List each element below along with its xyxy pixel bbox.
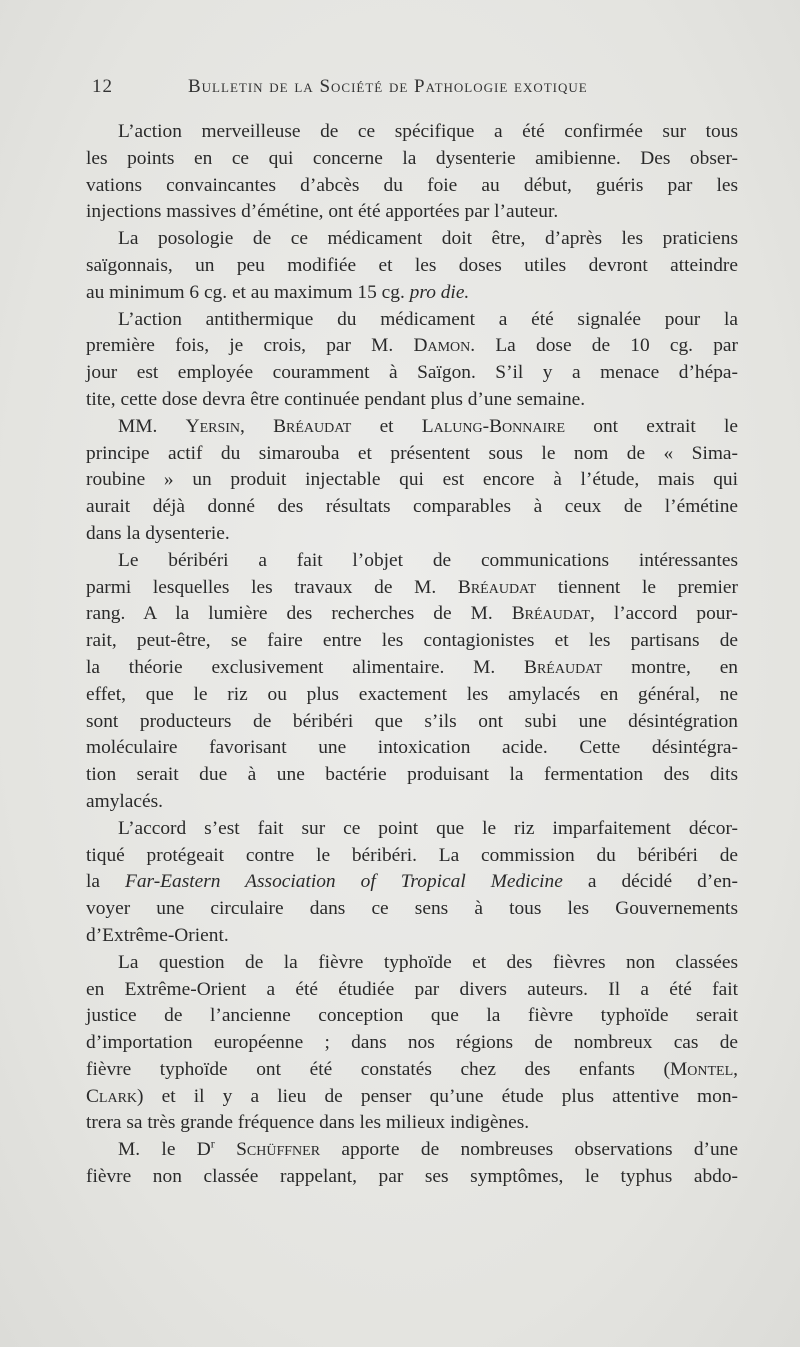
- text-line: jour est employée couramment à Saïgon. S’il y a menace d’hépa-: [86, 362, 738, 384]
- text-line: rang. A la lumière des recherches de M. Bréaudat, l’accord pour-: [86, 603, 738, 625]
- text-line: Clark) et il y a lieu de penser qu’une étude plus attentive mon-: [86, 1085, 738, 1107]
- running-title: Bulletin de la Société de Pathologie exotique: [188, 76, 588, 97]
- text-line: d’Extrême-Orient.: [86, 924, 229, 946]
- text-line: tion serait due à une bactérie produisant la fermentation des dits: [86, 764, 738, 786]
- author-name: Schüffner: [236, 1139, 321, 1161]
- author-name: Bréaudat: [524, 656, 603, 678]
- author-name: Bréaudat: [457, 576, 537, 598]
- author-name: Damon: [413, 335, 471, 357]
- text-line: d’importation européenne ; dans nos régions de nombreux cas de: [86, 1032, 738, 1054]
- text-line: M. le $D^r$ Schüffner apporte de nombreuses observations d’une: [118, 1136, 738, 1161]
- text-line: parmi lesquelles les travaux de M. Bréaudat tiennent le premier: [86, 576, 738, 598]
- text-line: L’action antithermique du médicament a été signalée pour la: [118, 308, 738, 330]
- author-name: Bréaudat: [511, 603, 590, 625]
- text-line: L’action merveilleuse de ce spécifique a été confirmée sur tous: [118, 121, 738, 142]
- body-text: [86, 119, 738, 1191]
- author-name: Lalung-Bonnaire: [421, 415, 566, 437]
- text-line: vations convaincantes d’abcès du foie au début, guéris par les: [86, 174, 738, 196]
- text-line: au minimum 6 cg. et au maximum 15 cg. pro die.: [86, 281, 470, 303]
- text-line: sont producteurs de béribéri que s’ils ont subi une désintégration: [86, 710, 738, 732]
- text-line: L’accord s’est fait sur ce point que le riz imparfaitement décor-: [118, 817, 738, 839]
- text-line: la théorie exclusivement alimentaire. M. Bréaudat montre, en: [86, 656, 738, 678]
- page-number: 12: [92, 76, 113, 97]
- text-line: fièvre typhoïde ont été constatés chez des enfants (Montel,: [86, 1058, 738, 1080]
- text-line: les points en ce qui concerne la dysenterie amibienne. Des obser-: [86, 147, 738, 169]
- text-line: fièvre non classée rappelant, par ses symptômes, le typhus abdo-: [86, 1166, 738, 1188]
- text-line: La question de la fièvre typhoïde et des fièvres non classées: [118, 951, 738, 973]
- text-line: amylacés.: [86, 790, 163, 812]
- text-line: la Far-Eastern Association of Tropical Medicine a décidé d’en-: [86, 871, 738, 893]
- text-line: tiqué protégeait contre le béribéri. La commission du béribéri de: [86, 844, 738, 866]
- italic-text: pro die.: [409, 281, 470, 303]
- author-name: Montel: [670, 1058, 734, 1080]
- text-line: Le béribéri a fait l’objet de communications intéressantes: [118, 549, 738, 571]
- text-line: principe actif du simarouba et présentent sous le nom de « Sima-: [86, 442, 738, 464]
- text-line: trera sa très grande fréquence dans les milieux indigènes.: [86, 1112, 530, 1134]
- text-line: voyer une circulaire dans ce sens à tous les Gouvernements: [86, 898, 738, 920]
- text-line: justice de l’ancienne conception que la fièvre typhoïde serait: [86, 1005, 738, 1027]
- text-line: première fois, je crois, par M. Damon. La dose de 10 cg. par: [86, 335, 738, 357]
- text-line: roubine » un produit injectable qui est encore à l’étude, mais qui: [86, 469, 738, 491]
- text-line: tite, cette dose devra être continuée pendant plus d’une semaine.: [86, 388, 586, 410]
- text-line: MM. Yersin, Bréaudat et Lalung-Bonnaire ont extrait le: [118, 415, 738, 437]
- text-line: La posologie de ce médicament doit être, d’après les praticiens: [118, 228, 738, 250]
- author-name: Bréaudat: [273, 415, 352, 437]
- author-name: Clark: [86, 1085, 138, 1107]
- text-line: aurait déjà donné des résultats comparables à ceux de l’émétine: [86, 496, 738, 518]
- text-line: moléculaire favorisant une intoxication acide. Cette désintégra-: [86, 737, 738, 759]
- italic-text: Far-Eastern Association of Tropical Medicine: [125, 871, 563, 893]
- text-line: injections massives d’émétine, ont été apportées par l’auteur.: [86, 201, 559, 223]
- superscript: r: [210, 1136, 215, 1151]
- text-line: saïgonnais, un peu modifiée et les doses utiles devront atteindre: [86, 254, 738, 276]
- author-name: Yersin: [185, 415, 241, 437]
- page-header: [92, 76, 752, 106]
- text-line: dans la dysenterie.: [86, 522, 230, 544]
- text-line: effet, que le riz ou plus exactement les amylacés en général, ne: [86, 683, 738, 705]
- text-line: en Extrême-Orient a été étudiée par divers auteurs. Il a été fait: [86, 978, 738, 1000]
- text-line: rait, peut-être, se faire entre les contagionistes et les partisans de: [86, 630, 738, 652]
